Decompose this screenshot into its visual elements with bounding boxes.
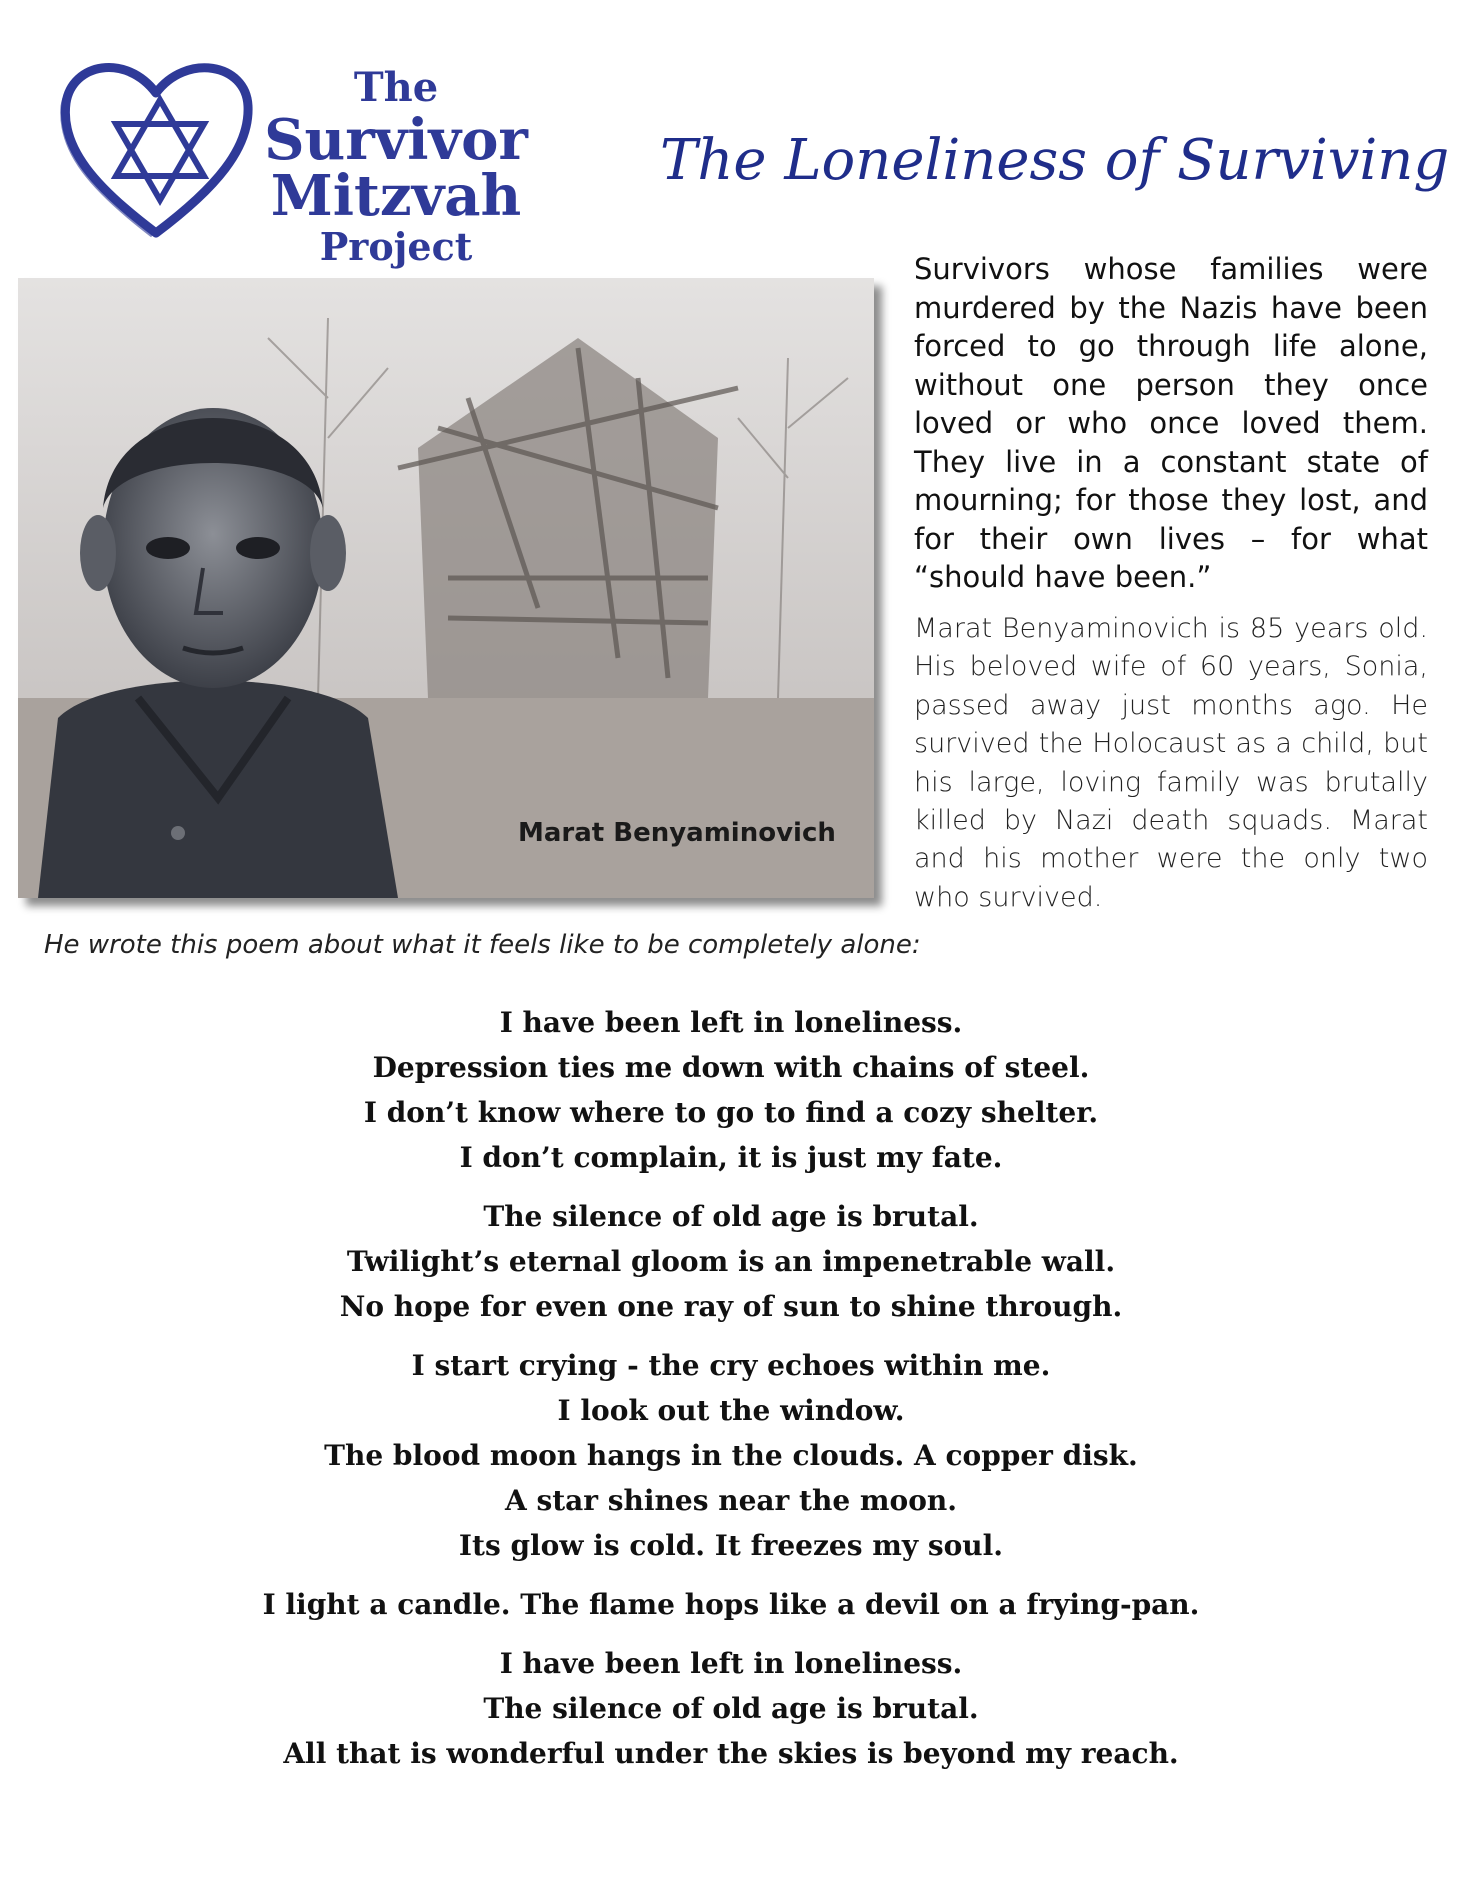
photo-caption: Marat Benyaminovich	[518, 818, 836, 848]
poem-line: Depression ties me down with chains of steel.	[372, 1051, 1090, 1084]
logo	[56, 48, 528, 269]
poem-line: No hope for even one ray of sun to shine through.	[339, 1290, 1123, 1323]
heart-star-of-david-icon	[56, 48, 256, 248]
poem-line: The blood moon hangs in the clouds. A copper disk.	[324, 1439, 1138, 1472]
poem-line: I have been left in loneliness.	[499, 1647, 963, 1680]
logo-line: Project	[319, 224, 473, 269]
poem-line: The silence of old age is brutal.	[483, 1692, 979, 1725]
logo-line: Survivor	[264, 107, 528, 173]
logo-line: The	[353, 64, 439, 111]
logo-line: Mitzvah	[270, 163, 522, 229]
poem-lead-in: He wrote this poem about what it feels like to be completely alone:	[44, 930, 921, 960]
poem-line: Its glow is cold. It freezes my soul.	[458, 1529, 1004, 1562]
poem-line: I don’t complain, it is just my fate.	[459, 1141, 1003, 1174]
bio-paragraph: Marat Benyaminovich is 85 years old. His beloved wife of 60 years, Sonia, passed away just months ago. He survived the Holocaust as a child, but his large, loving family was brutally killed by Nazi death squads. Marat and his mother were the only two who survived.	[914, 613, 1428, 913]
poem-line: I have been left in loneliness.	[499, 1006, 963, 1039]
logo-wordmark	[256, 64, 536, 269]
intro-paragraph: Survivors whose families were murdered by the Nazis have been forced to go through life alone, without one person they once loved or who once loved them. They live in a constant state of mourning; for those they lost, and for their own lives – for what “should have been.”	[914, 252, 1428, 594]
poem-line: A star shines near the moon.	[504, 1484, 957, 1517]
poem-line: All that is wonderful under the skies is beyond my reach.	[283, 1737, 1179, 1770]
poem-stanza	[100, 1194, 1362, 1329]
portrait-photo	[18, 278, 874, 898]
page-title: The Loneliness of Surviving	[660, 128, 1450, 193]
poem-stanza	[100, 1582, 1362, 1627]
poem-line: I light a candle. The flame hops like a devil on a frying-pan.	[262, 1588, 1200, 1621]
poem-line: I look out the window.	[557, 1394, 905, 1427]
poem-line: Twilight’s eternal gloom is an impenetrable wall.	[346, 1245, 1116, 1278]
poem-line: I start crying - the cry echoes within me.	[411, 1349, 1051, 1382]
poem-stanza	[100, 1000, 1362, 1180]
poem	[100, 1000, 1362, 1790]
poem-stanza	[100, 1641, 1362, 1776]
poem-line: I don’t know where to go to find a cozy shelter.	[363, 1096, 1099, 1129]
poem-stanza	[100, 1343, 1362, 1568]
poem-line: The silence of old age is brutal.	[483, 1200, 979, 1233]
photo-illustration	[18, 278, 874, 898]
